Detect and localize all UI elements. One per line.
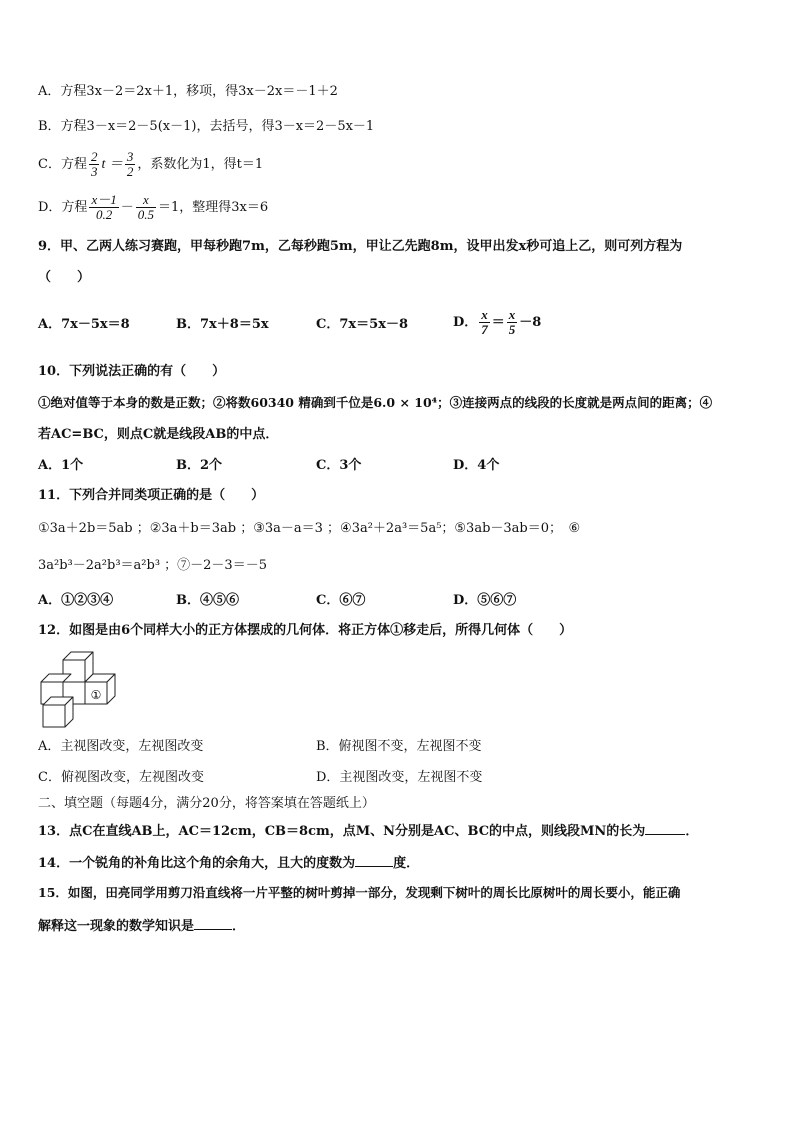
denominator: 0.2 (95, 207, 113, 222)
q9-d-eq: ＝ (491, 315, 505, 330)
numerator: x (136, 193, 156, 208)
numerator: 3 (126, 149, 134, 164)
q10-option-c: C．3个 (316, 458, 362, 473)
q15-line2 (38, 915, 245, 937)
q11-option-c: C．⑥⑦ (316, 593, 366, 608)
q12-option-c: C．俯视图改变，左视图改变 (38, 770, 204, 785)
q13-text (38, 820, 698, 842)
q10-statements-line1: ①绝对值等于本身的数是正数；②将数60340 精确到千位是6.0 × 10⁴；③连接两点的线段的长度就是两点间的距离；④ (38, 395, 713, 410)
q15-end: ． (232, 919, 246, 934)
q9-answer-paren: （ ） (38, 270, 91, 285)
numerator: x－1 (91, 192, 117, 207)
q8-c-mid: t ＝ (101, 157, 123, 172)
q14-stem: 14．一个锐角的补角比这个角的余角大，且大的度数为 (38, 856, 356, 871)
q8-c-suffix: ，系数化为1，得t＝1 (137, 157, 264, 172)
q14-end: 度． (393, 856, 420, 871)
q8-option-b: B．方程3－x＝2－5(x－1)，去括号，得3－x＝2－5x－1 (38, 119, 375, 134)
q10-option-a: A．1个 (38, 458, 84, 473)
q9-option-d (453, 308, 541, 337)
q9-d-prefix: D． (453, 315, 478, 330)
denominator: 2 (126, 164, 134, 179)
q11-statements-line2: 3a²b³－2a²b³＝a²b³ ；⑦－2－3＝－5 (38, 558, 267, 573)
denominator: 7 (481, 322, 488, 337)
q15-line1: 15．如图，田亮同学用剪刀沿直线将一片平整的树叶剪掉一部分，发现剩下树叶的周长比原树叶的周长要小，能正确 (38, 885, 681, 900)
fraction (507, 308, 518, 337)
fraction (136, 193, 156, 222)
q10-statements-line2: 若AC=BC，则点C就是线段AB的中点． (38, 427, 279, 442)
q12-option-b: B．俯视图不变，左视图不变 (316, 739, 482, 754)
q9-option-b: B．7x＋8＝5x (176, 317, 269, 332)
q11-option-a: A．①②③④ (38, 593, 114, 608)
q9-option-c: C．7x＝5x－8 (316, 317, 408, 332)
answer-blank[interactable] (355, 852, 393, 867)
numerator: x (508, 307, 516, 322)
q15-stem: 解释这一现象的数学知识是 (38, 919, 195, 934)
q10-stem: 10．下列说法正确的有（ ） (38, 364, 226, 379)
q12-stem: 12．如图是由6个同样大小的正方体摆成的几何体．将正方体①移走后，所得几何体（ ） (38, 623, 573, 638)
q11-option-d: D．⑤⑥⑦ (453, 593, 517, 608)
q8-d-suffix: ＝1，整理得3x＝6 (157, 200, 269, 215)
denominator: 3 (90, 164, 98, 179)
q13-end: ． (685, 824, 699, 839)
q8-c-prefix: C．方程 (38, 157, 87, 172)
answer-blank[interactable] (645, 820, 685, 835)
q8-d-minus: － (120, 200, 134, 215)
fraction (125, 150, 136, 179)
q10-option-d: D．4个 (453, 458, 500, 473)
q12-option-a: A．主视图改变，左视图改变 (38, 739, 204, 754)
q9-stem: 9．甲、乙两人练习赛跑，甲每秒跑7m，乙每秒跑5m，甲让乙先跑8m，设甲出发x秒可追上乙，则可列方程为 (38, 239, 683, 254)
cube-figure (36, 648, 132, 730)
q14-text (38, 852, 419, 874)
cube-label: ① (90, 688, 102, 702)
numerator: 2 (90, 149, 98, 164)
fraction (89, 150, 100, 179)
q12-option-d: D．主视图改变，左视图不变 (316, 770, 483, 785)
q8-option-a: A．方程3x－2＝2x＋1，移项，得3x－2x＝－1＋2 (38, 84, 338, 99)
q11-stem: 11．下列合并同类项正确的是（ ） (38, 488, 265, 503)
q9-d-suffix: －8 (519, 315, 542, 330)
q11-option-b: B．④⑤⑥ (176, 593, 239, 608)
cube-front (43, 705, 65, 727)
fraction (479, 308, 490, 337)
q8-d-prefix: D．方程 (38, 200, 88, 215)
answer-blank[interactable] (194, 915, 232, 930)
denominator: 5 (508, 322, 516, 337)
q8-option-d (38, 193, 268, 222)
numerator: x (481, 307, 488, 322)
denominator: 0.5 (137, 207, 154, 222)
q9-option-a: A．7x－5x＝8 (38, 317, 130, 332)
q13-stem: 13．点C在直线AB上，AC＝12cm，CB＝8cm，点M、N分别是AC、BC的中点，则线段MN的长为 (38, 824, 646, 839)
q11-statements-line1: ①3a＋2b＝5ab ；②3a＋b＝3ab ；③3a－a＝3 ；④3a²＋2a³＝5a⁵；⑤3ab－3ab＝0； ⑥ (38, 521, 581, 536)
fraction (89, 193, 118, 222)
q10-option-b: B．2个 (176, 458, 223, 473)
q8-option-c (38, 150, 263, 179)
section-title: 二、填空题（每题4分，满分20分，将答案填在答题纸上） (38, 796, 375, 811)
